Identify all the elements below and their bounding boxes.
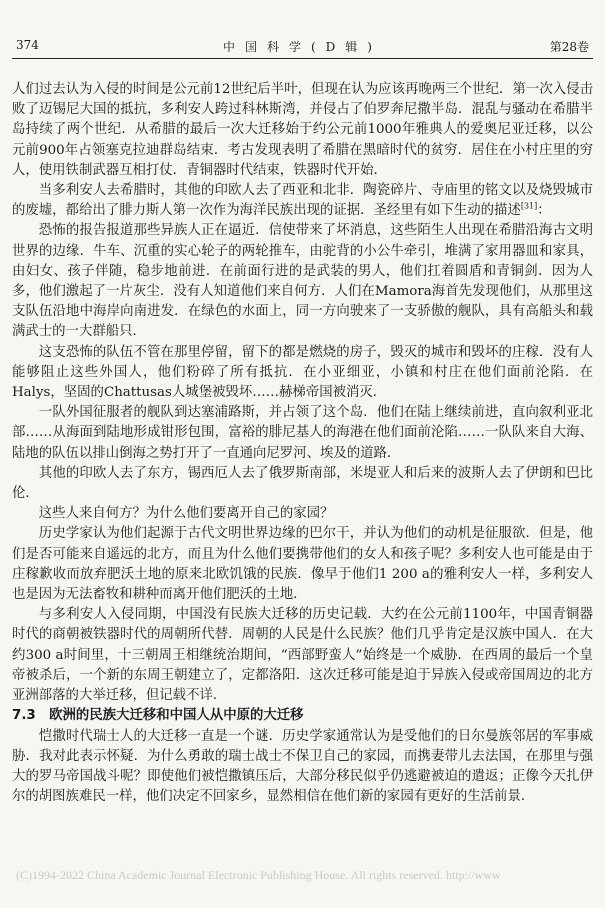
paragraph-tail: ： <box>537 203 551 219</box>
section-title: 欧洲的民族大迁移和中国人从中原的大迁移 <box>49 708 304 724</box>
citation-ref: [31] <box>520 201 538 211</box>
paragraph: 历史学家认为他们起源于古代文明世界边缘的巴尔干，并认为他们的动机是征服欲．但是，他们是否可能来自遥远的北方，而且为什么他们要携带他们的女人和孩子呢？多利安人也可能是由于庄稼歉收而放弃肥沃土地的原来北欧饥饿的民族．像早于他们1 200 a的雅利安人一样，多利安人也是因为无法畜牧和耕种而离开他们肥沃的土地． <box>12 526 593 603</box>
journal-title: 中国科学(D辑) <box>223 40 382 54</box>
paragraph: 与多利安人入侵同期，中国没有民族大迁移的历史记载．大约在公元前1100年，中国青铜器时代的商朝被铁器时代的周朝所代替．周朝的人民是什么民族？他们几乎肯定是汉族中国人．在大约300 a时间里，十三朝周王相继统治期间，“西部野蛮人”始终是一个威胁．在西周的最后一个皇帝被杀后，一个新的东周王朝建立了，定都洛阳．这次迁移可能是迫于异族入侵或帝国周边的北方亚洲部落的大举迁移，但记载不详． <box>12 607 593 704</box>
section-heading <box>12 706 593 726</box>
quote-paragraph: 恐怖的报告报道那些异族人正在逼近．信使带来了坏消息，这些陌生人出现在希腊沿海古文明世界的边缘．牛车、沉重的实心轮子的两轮推车，由驼背的小公牛牵引，堆满了家用器皿和家具，由妇女、孩子伴随，稳步地前进．在前面行进的是武装的男人，他们扛着圆盾和青铜剑．因为人多，他们激起了一片灰尘．没有人知道他们来自何方．人们在Mamora海首先发现他们，从那里这支队伍沿地中海岸向南进发．在绿色的水面上，同一方向驶来了一支骄傲的舰队，具有高船头和载满武士的一大群船只． <box>12 223 593 340</box>
paragraph: 这些人来自何方？为什么他们要离开自己的家园？ <box>38 506 334 522</box>
paragraph: 其他的印欧人去了东方，锡西厄人去了俄罗斯南部，米堤亚人和后来的波斯人去了伊朗和巴比伦． <box>12 465 593 502</box>
quote-paragraph: 一队外国征服者的舰队到达塞浦路斯，并占领了这个岛．他们在陆上继续前进，直向叙利亚北部……从海面到陆地形成钳形包围，富裕的腓尼基人的海港在他们面前沦陷……一队队来自大海、陆地的队伍以排山倒海之势打开了一直通向尼罗河、埃及的道路． <box>12 405 593 461</box>
paragraph: 恺撒时代瑞士人的大迁移一直是一个谜．历史学家通常认为是受他们的日尔曼族邻居的军事威胁．我对此表示怀疑．为什么勇敢的瑞士战士不保卫自己的家园，而携妻带儿去法国，在那里与强大的罗马帝国战斗呢？即使他们被恺撒镇压后，大部分移民似乎仍逃避被迫的遣返；正像今天扎伊尔的胡图族难民一样，他们决定不回家乡，显然相信在他们新的家园有更好的生活前景． <box>12 728 593 805</box>
paragraph-text: 当多利安人去希腊时，其他的印欧人去了西亚和北非．陶瓷碎片、寺庙里的铭文以及烧毁城市的废墟，都给出了腓力斯人第一次作为海洋民族出现的证据．圣经里有如下生动的描述 <box>12 183 593 219</box>
volume-number: 第28卷 <box>549 40 589 54</box>
copyright-watermark: (C)1994-2022 China Academic Journal Electronic Publishing House. All rights reserved. http://www <box>16 868 501 882</box>
quote-paragraph: 这支恐怖的队伍不管在那里停留，留下的都是燃烧的房子，毁灭的城市和毁坏的庄稼．没有人能够阻止这些外国人，他们粉碎了所有抵抗．在小亚细亚，小镇和村庄在他们面前沦陷．在Halys，坚固的Chattusas人城堡被毁坏……赫梯帝国被消灭． <box>12 344 593 401</box>
paragraph: 人们过去认为入侵的时间是公元前12世纪后半叶，但现在认为应该再晚两三个世纪．第一次入侵击败了迈锡尼大国的抵抗，多利安人跨过科林斯湾，并侵占了伯罗奔尼撒半岛．混乱与骚动在希腊半岛持续了两个世纪．从希腊的最后一次大迁移始于约公元前1000年雅典人的爱奥尼亚迁移，以公元前900年占领塞克拉迪群岛结束．考古发现表明了希腊在黑暗时代的贫穷．居住在小村庄里的穷人，使用铁制武器互相打仗．青铜器时代结束，铁器时代开始． <box>12 82 593 178</box>
running-header <box>12 38 593 58</box>
page-number: 374 <box>16 38 39 52</box>
journal-page <box>12 0 593 908</box>
section-number: 7.3 <box>12 708 36 724</box>
header-rule <box>12 58 593 59</box>
paragraph <box>12 181 593 221</box>
article-body <box>12 80 593 807</box>
